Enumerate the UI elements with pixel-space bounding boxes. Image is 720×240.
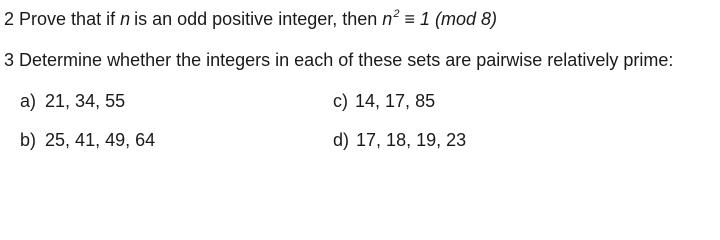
option-d-label: d) bbox=[333, 130, 350, 150]
option-d-value: 17, 18, 19, 23 bbox=[356, 130, 467, 150]
question-2 bbox=[4, 10, 497, 28]
variable-n: n bbox=[120, 9, 131, 29]
option-a-label: a) bbox=[20, 91, 37, 111]
option-c-label: c) bbox=[333, 91, 348, 111]
option-b bbox=[20, 131, 155, 149]
option-a-value: 21, 34, 55 bbox=[45, 91, 126, 111]
option-c bbox=[333, 92, 435, 110]
question-2-number: 2 bbox=[4, 9, 15, 29]
question-3 bbox=[4, 51, 673, 69]
question-2-text-after: is an odd positive integer, then bbox=[134, 9, 378, 29]
expression-base: n bbox=[382, 9, 393, 29]
question-3-number: 3 bbox=[4, 50, 15, 70]
option-b-value: 25, 41, 49, 64 bbox=[45, 130, 156, 150]
question-3-text: Determine whether the integers in each of these sets are pairwise relatively prime: bbox=[19, 50, 674, 70]
option-d bbox=[333, 131, 466, 149]
expression-congruence: ≡ 1 (mod 8) bbox=[404, 9, 497, 29]
option-b-label: b) bbox=[20, 130, 37, 150]
expression-exponent: 2 bbox=[393, 8, 400, 20]
option-c-value: 14, 17, 85 bbox=[355, 91, 436, 111]
question-2-text-before: Prove that if bbox=[19, 9, 116, 29]
option-a bbox=[20, 92, 125, 110]
